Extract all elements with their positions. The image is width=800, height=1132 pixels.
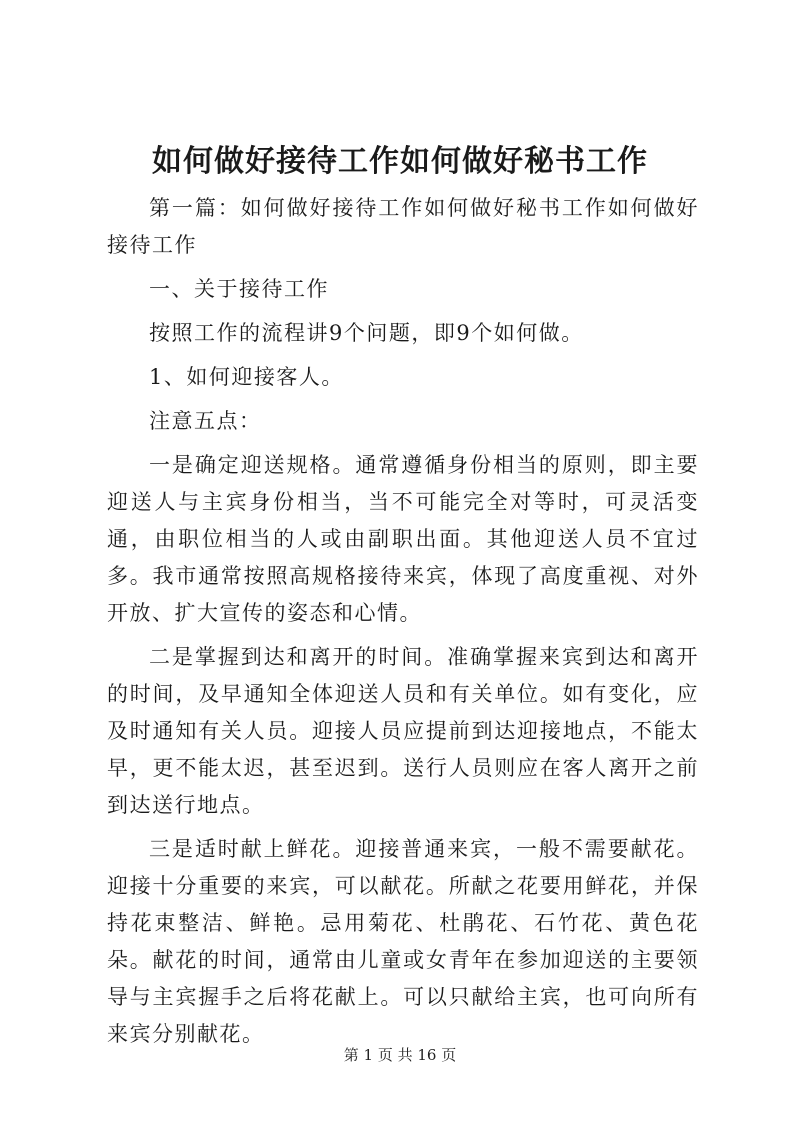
paragraph-section-heading: 一、关于接待工作: [149, 277, 329, 301]
paragraph-point-1: 一是确定迎送规格。通常遵循身份相当的原则，即主要迎送人与主宾身份相当，当不可能完全对等时，可灵活变通，由职位相当的人或由副职出面。其他迎送人员不宜过多。我市通常按照高规格接待来宾，体现了高度重视、对外开放、扩大宣传的姿态和心情。: [107, 453, 699, 625]
paragraph-point-3: 三是适时献上鲜花。迎接普通来宾，一般不需要献花。迎接十分重要的来宾，可以献花。所献之花要用鲜花，并保持花束整洁、鲜艳。忌用菊花、杜鹃花、石竹花、黄色花朵。献花的时间，通常由儿童或女青年在参加迎送的主要领导与主宾握手之后将花献上。可以只献给主宾，也可向所有来宾分别献花。: [107, 837, 699, 1046]
paragraph-part-heading: 第一篇：如何做好接待工作如何做好秘书工作如何做好接待工作: [107, 196, 699, 257]
paragraph-note-heading: 注意五点：: [149, 409, 262, 433]
paragraph-intro: 按照工作的流程讲9个问题，即9个如何做。: [149, 321, 584, 345]
paragraph-item-heading: 1、如何迎接客人。: [149, 365, 344, 389]
document-body: [107, 190, 699, 1060]
page-number-footer: 第 1 页 共 16 页: [343, 1046, 457, 1064]
paragraph-point-2: 二是掌握到达和离开的时间。准确掌握来宾到达和离开的时间，及早通知全体迎送人员和有关单位。如有变化，应及时通知有关人员。迎接人员应提前到达迎接地点，不能太早，更不能太迟，甚至迟到。送行人员则应在客人离开之前到达送行地点。: [107, 645, 699, 817]
document-title: 如何做好接待工作如何做好秘书工作: [152, 144, 648, 179]
